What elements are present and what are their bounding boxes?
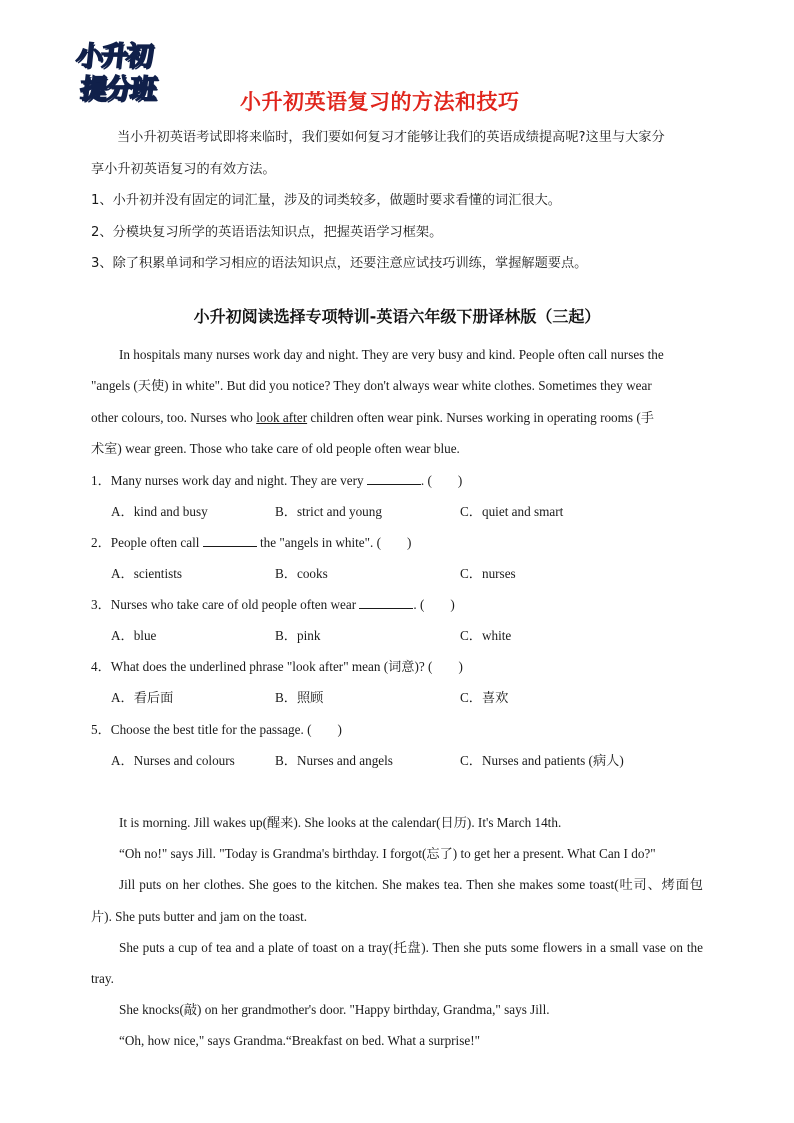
passage-1-line-2: "angels (天使) in white". But did you notice? They don't always wear white clothes. Sometimes they wear bbox=[91, 378, 652, 394]
option-a[interactable]: A．blue bbox=[111, 628, 157, 643]
intro-block bbox=[91, 122, 703, 280]
question-2 bbox=[91, 527, 711, 589]
stem-text: 1．Many nurses work day and night. They are very bbox=[91, 473, 367, 488]
question-stem bbox=[91, 651, 711, 682]
passage-text: other colours, too. Nurses who bbox=[91, 409, 257, 425]
option-c[interactable]: C．quiet and smart bbox=[460, 504, 564, 519]
passage-2-para-2: “Oh no!" says Jill. "Today is Grandma's birthday. I forgot(忘了) to get her a present. What Can I do?" bbox=[119, 846, 656, 862]
stem-text: 3．Nurses who take care of old people often wear bbox=[91, 597, 360, 612]
stem-text: 5．Choose the best title for the passage. ( bbox=[91, 722, 312, 737]
passage-1-line-1: In hospitals many nurses work day and night. They are very busy and kind. People often call nurses the bbox=[119, 347, 664, 362]
passage-2-para-4: She puts a cup of tea and a plate of toast on a tray(托盘). Then she puts some flowers in a small vase on the tray. bbox=[91, 939, 703, 987]
option-a[interactable]: A．看后面 bbox=[111, 690, 174, 705]
question-stem bbox=[91, 465, 711, 496]
answer-blank[interactable] bbox=[367, 472, 421, 485]
question-4 bbox=[91, 651, 711, 713]
passage-2-para-3: Jill puts on her clothes. She goes to the kitchen. She makes tea. Then she makes some toast(吐司、烤面包片). She puts butter and jam on the toast. bbox=[91, 877, 703, 924]
answer-blank[interactable] bbox=[359, 596, 413, 609]
logo-line-2: 提分班 bbox=[78, 74, 157, 105]
passage-2-para-6: “Oh, how nice," says Grandma.“Breakfast on bed. What a surprise!" bbox=[119, 1033, 480, 1049]
option-c[interactable]: C．nurses bbox=[460, 566, 516, 581]
passage-1-line-4: 术室) wear green. Those who take care of old people often wear blue. bbox=[91, 440, 460, 456]
stem-text: 4．What does the underlined phrase "look after" mean (词意)? ( bbox=[91, 659, 433, 674]
tip-2: 2、分模块复习所学的英语语法知识点，把握英语学习框架。 bbox=[91, 224, 443, 240]
stem-text: 2．People often call bbox=[91, 535, 203, 550]
page-title: 小升初英语复习的方法和技巧 bbox=[240, 90, 520, 114]
intro-line-1: 当小升初英语考试即将来临时，我们要如何复习才能够让我们的英语成绩提高呢?这里与大家分 bbox=[117, 130, 665, 145]
question-5 bbox=[91, 714, 711, 776]
tip-3: 3、除了积累单词和学习相应的语法知识点，还要注意应试技巧训练，掌握解题要点。 bbox=[91, 256, 588, 271]
passage-1-line-3 bbox=[91, 402, 703, 433]
passage-2-para-1: It is morning. Jill wakes up(醒来). She looks at the calendar(日历). It's March 14th. bbox=[119, 815, 562, 830]
option-b[interactable]: B．cooks bbox=[275, 566, 328, 581]
passage-2 bbox=[91, 807, 703, 1057]
options bbox=[91, 620, 711, 651]
question-1 bbox=[91, 465, 711, 527]
intro-line-2: 享小升初英语复习的有效方法。 bbox=[91, 161, 276, 177]
passage-1 bbox=[91, 339, 703, 464]
stem-text: ) bbox=[450, 597, 455, 612]
option-b[interactable]: B．strict and young bbox=[275, 504, 382, 519]
option-c[interactable]: C．Nurses and patients (病人) bbox=[460, 753, 624, 768]
option-b[interactable]: B．Nurses and angels bbox=[275, 753, 393, 768]
tip-1: 1、小升初并没有固定的词汇量，涉及的词类较多，做题时要求看懂的词汇很大。 bbox=[91, 193, 561, 208]
answer-blank[interactable] bbox=[203, 534, 257, 547]
stem-text: ) bbox=[337, 722, 342, 737]
stem-text: . ( bbox=[420, 473, 432, 488]
option-b[interactable]: B．pink bbox=[275, 628, 321, 643]
option-c[interactable]: C．喜欢 bbox=[460, 690, 509, 705]
stem-text: ) bbox=[407, 535, 412, 550]
options bbox=[91, 682, 711, 713]
option-b[interactable]: B．照顾 bbox=[275, 690, 324, 705]
question-stem bbox=[91, 714, 711, 745]
option-a[interactable]: A．scientists bbox=[111, 566, 183, 581]
logo bbox=[76, 40, 198, 110]
option-a[interactable]: A．kind and busy bbox=[111, 504, 208, 519]
underlined-phrase: look after bbox=[256, 409, 308, 425]
option-c[interactable]: C．white bbox=[460, 628, 512, 643]
stem-text: . ( bbox=[413, 597, 425, 612]
section-title: 小升初阅读选择专项特训-英语六年级下册译林版（三起） bbox=[193, 307, 601, 326]
stem-text: the "angels in white". ( bbox=[256, 535, 381, 550]
option-a[interactable]: A．Nurses and colours bbox=[111, 753, 235, 768]
logo-line-1: 小升初 bbox=[74, 41, 153, 72]
question-stem bbox=[91, 527, 711, 558]
stem-text: ) bbox=[458, 659, 463, 674]
question-3 bbox=[91, 589, 711, 651]
options bbox=[91, 558, 711, 589]
stem-text: ) bbox=[457, 473, 463, 488]
passage-text: children often wear pink. Nurses working in operating rooms (手 bbox=[307, 409, 654, 425]
passage-2-para-5: She knocks(敲) on her grandmother's door. "Happy birthday, Grandma," says Jill. bbox=[119, 1002, 550, 1018]
options bbox=[91, 745, 711, 776]
question-stem bbox=[91, 589, 711, 620]
options bbox=[91, 496, 711, 527]
